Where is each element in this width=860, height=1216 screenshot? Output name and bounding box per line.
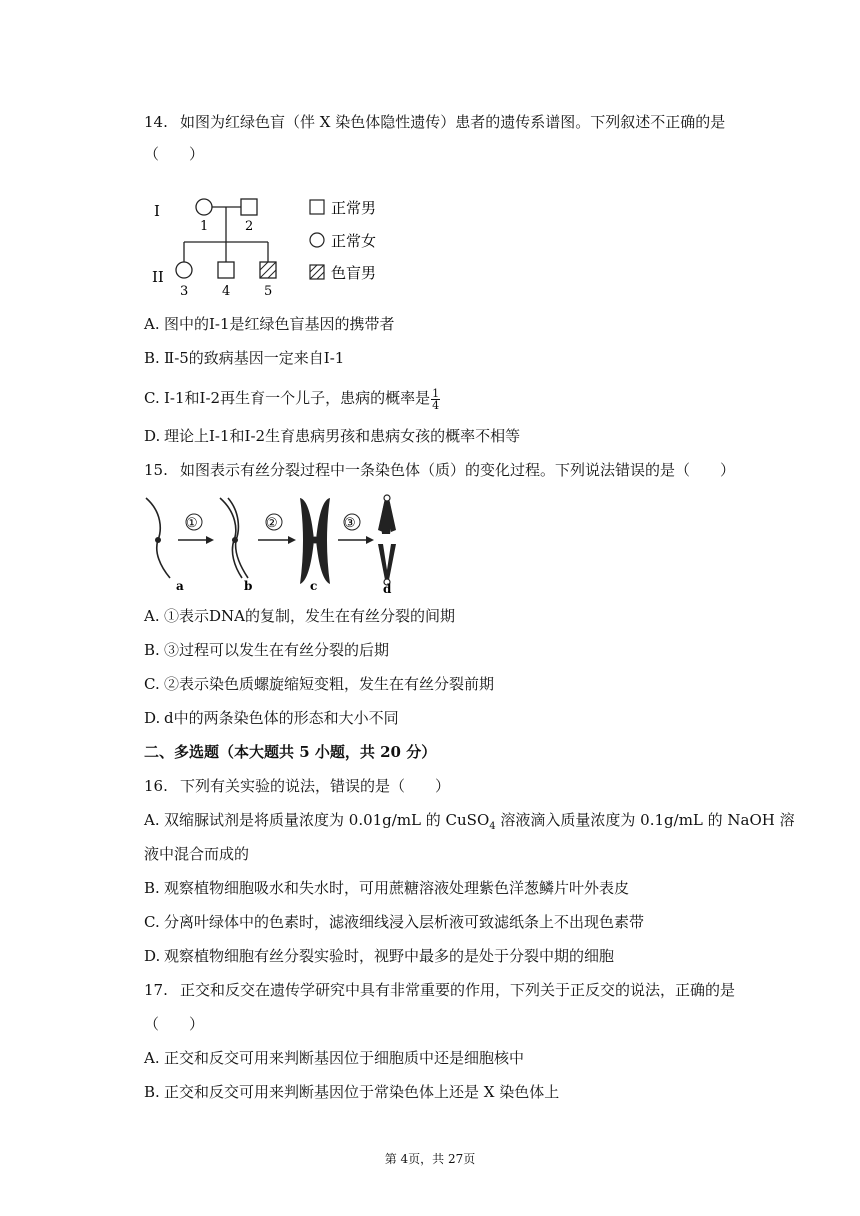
legend-female-symbol xyxy=(310,233,324,247)
centromere-a xyxy=(155,537,161,543)
option-label: B. xyxy=(144,349,160,367)
generation-1-label: I xyxy=(154,202,160,220)
legend-hatch xyxy=(310,265,324,279)
chromatid-b1 xyxy=(220,498,242,578)
q14-option-b xyxy=(144,347,344,369)
option-text: Ⅰ-1和Ⅰ-2再生育一个儿子，患病的概率是 xyxy=(164,389,431,407)
option-text: Ⅱ-5的致病基因一定来自Ⅰ-1 xyxy=(164,349,345,367)
step-2: ② xyxy=(266,516,278,531)
question-number: 14. xyxy=(144,113,168,131)
q16-option-b xyxy=(144,877,629,899)
subscript: 4 xyxy=(489,821,496,832)
page-footer: 第 4页，共 27页 xyxy=(384,1152,476,1166)
option-label: D. xyxy=(144,947,161,965)
legend-colorblind-male: 色盲男 xyxy=(331,264,377,282)
option-text: 分离叶绿体中的色素时，滤液细线浸入层析液可致滤纸条上不出现色素带 xyxy=(164,913,645,931)
centromere-b xyxy=(232,537,238,543)
q16-option-c xyxy=(144,911,644,933)
option-label: C. xyxy=(144,389,160,407)
chromosome-d-bottom xyxy=(378,544,396,580)
generation-2-label: II xyxy=(152,268,164,286)
q16-option-a xyxy=(144,809,795,838)
option-text: ①表示DNA的复制，发生在有丝分裂的间期 xyxy=(164,607,455,625)
label-a: a xyxy=(176,579,184,593)
q16-option-a-line2: 液中混合而成的 xyxy=(144,845,250,863)
question-stem: 正交和反交在遗传学研究中具有非常重要的作用，下列关于正反交的说法，正确的是 xyxy=(180,981,736,999)
option-text: 正交和反交可用来判断基因位于细胞质中还是细胞核中 xyxy=(164,1049,525,1067)
option-text-cont: 溶液滴入质量浓度为 0.1g/mL 的 NaOH 溶 xyxy=(495,811,795,829)
q14-option-d xyxy=(144,425,520,447)
individual-4-male xyxy=(218,262,234,278)
option-label: C. xyxy=(144,675,160,693)
option-label: B. xyxy=(144,879,160,897)
question-stem: 如图为红绿色盲（伴 X 染色体隐性遗传）患者的遗传系谱图。下列叙述不正确的是 xyxy=(180,113,726,131)
id-2: 2 xyxy=(245,219,254,234)
fraction-numerator: 1 xyxy=(432,386,440,400)
q17-option-b xyxy=(144,1081,559,1103)
individual-1-female xyxy=(196,199,212,215)
label-b: b xyxy=(244,579,253,593)
q14-option-c xyxy=(144,387,440,411)
option-label: C. xyxy=(144,913,160,931)
q14-option-a xyxy=(144,313,395,335)
arrow-2-head xyxy=(288,536,296,544)
option-label: D. xyxy=(144,709,161,727)
question-stem: 下列有关实验的说法，错误的是（ ） xyxy=(180,777,451,795)
option-text: 双缩脲试剂是将质量浓度为 0.01g/mL 的 CuSO xyxy=(164,811,490,829)
question-number: 15. xyxy=(144,461,168,479)
option-text: 观察植物细胞吸水和失水时，可用蔗糖溶液处理紫色洋葱鳞片叶外表皮 xyxy=(164,879,630,897)
option-label: A. xyxy=(144,315,160,333)
option-text: 理论上Ⅰ-1和Ⅰ-2生育患病男孩和患病女孩的概率不相等 xyxy=(164,427,521,445)
label-d: d xyxy=(383,582,392,594)
question-stem: 如图表示有丝分裂过程中一条染色体（质）的变化过程。下列说法错误的是（ ） xyxy=(180,461,736,479)
id-1: 1 xyxy=(200,219,209,234)
q15-option-b xyxy=(144,639,389,661)
legend-normal-female: 正常女 xyxy=(331,232,377,250)
q15-option-a xyxy=(144,605,455,627)
q17-stem-line xyxy=(144,979,735,1001)
pedigree-figure xyxy=(148,192,398,302)
fraction-denominator: 4 xyxy=(432,398,440,412)
q17-paren: （ ） xyxy=(144,1015,205,1033)
option-text: 正交和反交可用来判断基因位于常染色体上还是 X 染色体上 xyxy=(164,1083,560,1101)
label-c: c xyxy=(310,579,318,593)
option-text: 观察植物细胞有丝分裂实验时，视野中最多的是处于分裂中期的细胞 xyxy=(164,947,615,965)
individual-3-female xyxy=(176,262,192,278)
chromosome-figure xyxy=(140,494,420,594)
id-3: 3 xyxy=(180,284,189,299)
option-label: D. xyxy=(144,427,161,445)
legend-normal-male: 正常男 xyxy=(331,199,377,217)
question-number: 16. xyxy=(144,777,168,795)
arrow-1-head xyxy=(206,536,214,544)
option-label: A. xyxy=(144,607,160,625)
section-heading: 二、多选题（本大题共 5 小题，共 20 分） xyxy=(144,743,437,761)
option-label: B. xyxy=(144,1083,160,1101)
step-1: ① xyxy=(186,516,198,531)
q14-paren: （ ） xyxy=(144,145,205,163)
legend-male-symbol xyxy=(310,200,324,214)
q15-stem-line xyxy=(144,459,735,481)
arrow-3-head xyxy=(366,536,374,544)
id-4: 4 xyxy=(222,284,231,299)
q15-option-d xyxy=(144,707,399,729)
q14-stem-line xyxy=(144,111,725,133)
q16-option-d xyxy=(144,945,614,967)
option-label: A. xyxy=(144,811,160,829)
q15-option-c xyxy=(144,673,494,695)
centromere-c xyxy=(312,537,319,544)
question-number: 17. xyxy=(144,981,168,999)
option-label: A. xyxy=(144,1049,160,1067)
individual-2-male xyxy=(241,199,257,215)
hatch-5 xyxy=(260,262,276,278)
option-text: ②表示染色质螺旋缩短变粗，发生在有丝分裂前期 xyxy=(164,675,495,693)
step-3: ③ xyxy=(344,516,356,531)
id-5: 5 xyxy=(264,284,273,299)
q17-option-a xyxy=(144,1047,524,1069)
option-text: d中的两条染色体的形态和大小不同 xyxy=(164,709,399,727)
option-text: 图中的Ⅰ-1是红绿色盲基因的携带者 xyxy=(164,315,395,333)
option-label: B. xyxy=(144,641,160,659)
centromere-d-top xyxy=(384,495,390,501)
fraction xyxy=(431,388,440,411)
option-text: ③过程可以发生在有丝分裂的后期 xyxy=(164,641,390,659)
q16-stem-line xyxy=(144,775,450,797)
